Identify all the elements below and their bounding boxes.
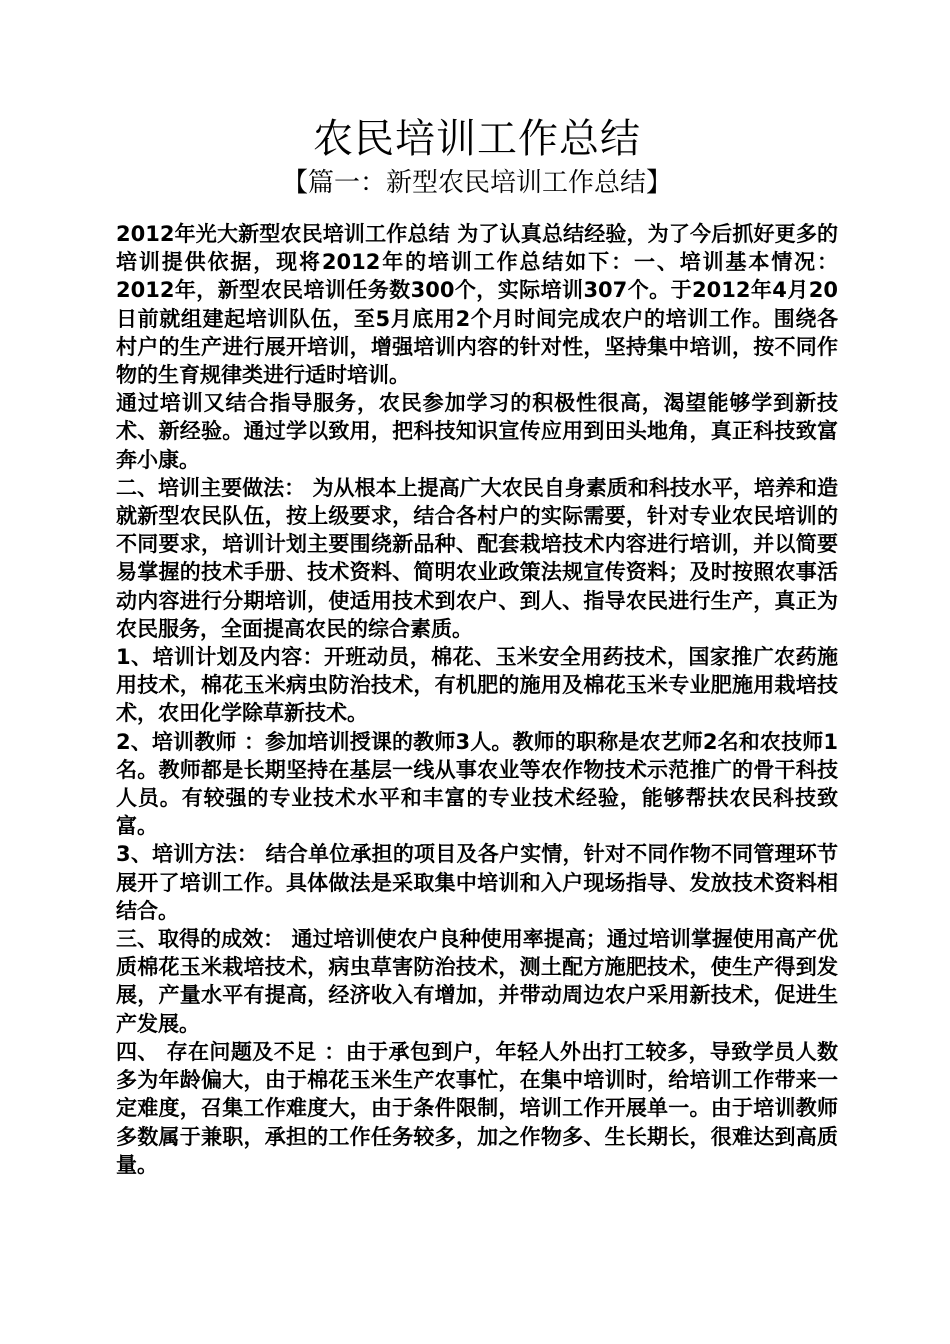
paragraph-plan-content: 1、培训计划及内容：开班动员，棉花、玉米安全用药技术，国家推广农药施用技术，棉花玉米病虫防治技术，有机肥的施用及棉花玉米专业肥施用栽培技术，农田化学除草新技术。 [116, 645, 838, 726]
document-subtitle: 【篇一：新型农民培训工作总结】 [281, 168, 672, 198]
document-title: 农民培训工作总结 [313, 116, 641, 162]
paragraph-problems: 四、 存在问题及不足 ：由于承包到户，年轻人外出打工较多，导致学员人数多为年龄偏大，由于棉花玉米生产农事忙，在集中培训时，给培训工作带来一定难度，召集工作难度大，由于条件限制，培训工作开展单一。由于培训教师多数属于兼职，承担的工作任务较多，加之作物多、生长期长，很难达到高质量。 [116, 1039, 838, 1177]
paragraph-methods: 3、培训方法： 结合单位承担的项目及各户实情，针对不同作物不同管理环节展开了培训工作。具体做法是采取集中培训和入户现场指导、发放技术资料相结合。 [116, 842, 838, 923]
document-page [116, 112, 838, 1179]
paragraph-main-practices: 二、培训主要做法： 为从根本上提高广大农民自身素质和科技水平，培养和造就新型农民队伍，按上级要求，结合各村户的实际需要，针对专业农民培训的不同要求，培训计划主要围绕新品种、配套栽培技术内容进行培训，并以简要易掌握的技术手册、技术资料、简明农业政策法规宣传资料；及时按照农事活动内容进行分期培训，使适用技术到农户、到人、指导农民进行生产，真正为农民服务，全面提高农民的综合素质。 [116, 475, 838, 641]
paragraph-achievements: 三、取得的成效： 通过培训使农户良种使用率提高；通过培训掌握使用高产优质棉花玉米栽培技术，病虫草害防治技术，测土配方施肥技术，使生产得到发展，产量水平有提高，经济收入有增加，并带动周边农户采用新技术，促进生产发展。 [116, 927, 838, 1036]
paragraph-overview: 2012年光大新型农民培训工作总结 为了认真总结经验，为了今后抓好更多的培训提供依据，现将2012年的培训工作总结如下：一、培训基本情况： 2012年，新型农民培训任务数300个，实际培训307个。于2012年4月20日前就组建起培训队伍，至5月底用2个月时间完成农户的培训工作。围绕各村户的生产进行展开培训，增强培训内容的针对性，坚持集中培训，按不同作物的生育规律类进行适时培训。 [116, 222, 838, 388]
paragraph-results-intro: 通过培训又结合指导服务，农民参加学习的积极性很高，渴望能够学到新技术、新经验。通过学以致用，把科技知识宣传应用到田头地角，真正科技致富奔小康。 [116, 391, 838, 472]
paragraph-teachers: 2、培训教师 ：参加培训授课的教师3人。教师的职称是农艺师2名和农技师1名。教师都是长期坚持在基层一线从事农业等农作物技术示范推广的骨干科技人员。有较强的专业技术水平和丰富的专业技术经验，能够帮扶农民科技致富。 [116, 729, 838, 839]
document-body [116, 220, 838, 1179]
